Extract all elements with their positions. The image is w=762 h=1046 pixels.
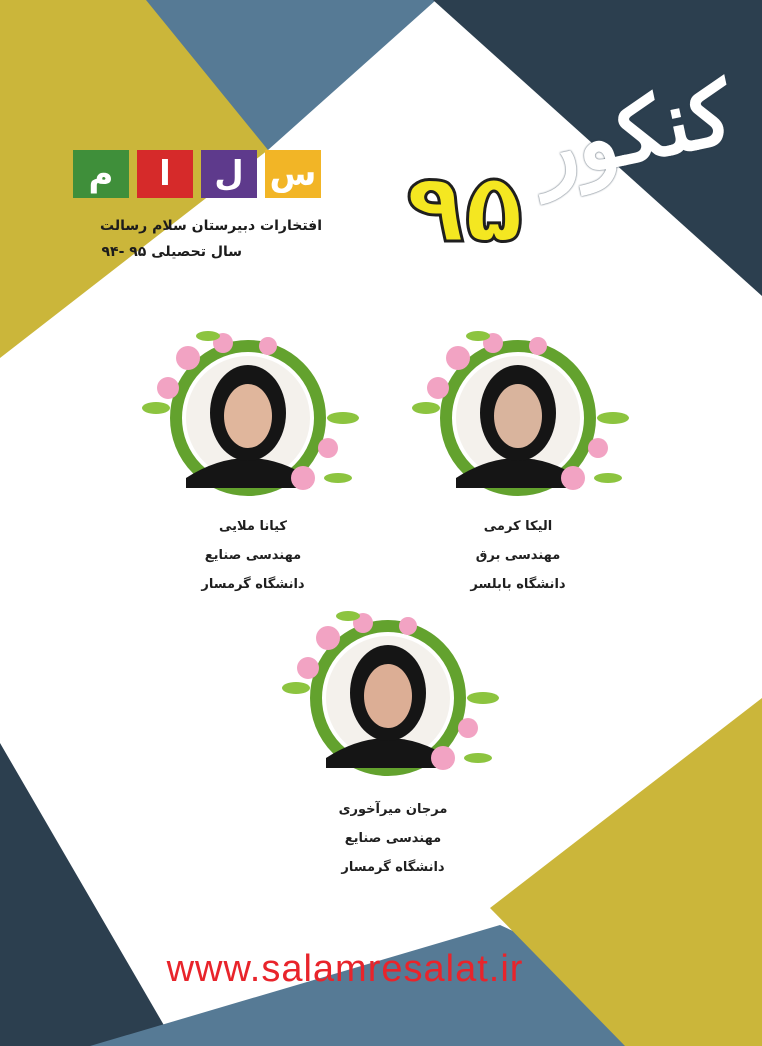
student-university: دانشگاه گرمسار [201,577,305,592]
logo-tile-sin: س [265,150,321,198]
student-caption-1 [418,512,618,599]
logo-tile-mim: م [73,150,129,198]
portrait-frame-3 [268,608,508,798]
student-name: مرجان میرآخوری [338,802,448,817]
school-logo [73,150,321,198]
student-university: دانشگاه بابلسر [470,577,566,592]
student-field: مهندسی برق [475,548,561,563]
logo-tile-lam: ل [201,150,257,198]
portrait-frame-2 [128,328,368,518]
academic-year: سال تحصیلی ۹۵ -۹۴ [101,244,242,260]
website-link[interactable]: www.salamresalat.ir [166,948,524,990]
headline-word: کنکور [524,62,741,203]
student-caption-3 [293,795,493,882]
student-field: مهندسی صنایع [204,548,302,563]
student-field: مهندسی صنایع [344,831,442,846]
headline-year: ۹۵ [406,152,524,264]
portrait-frame-1 [398,328,638,518]
student-name: کیانا ملایی [219,519,287,534]
student-university: دانشگاه گرمسار [341,860,445,875]
student-name: الیکا کرمی [483,519,553,534]
bottom-left-navy-shape [0,743,176,1046]
student-caption-2 [153,512,353,599]
headline [400,60,741,290]
school-name: افتخارات دبیرستان سلام رسالت [100,218,322,234]
logo-tile-alef: ا [137,150,193,198]
